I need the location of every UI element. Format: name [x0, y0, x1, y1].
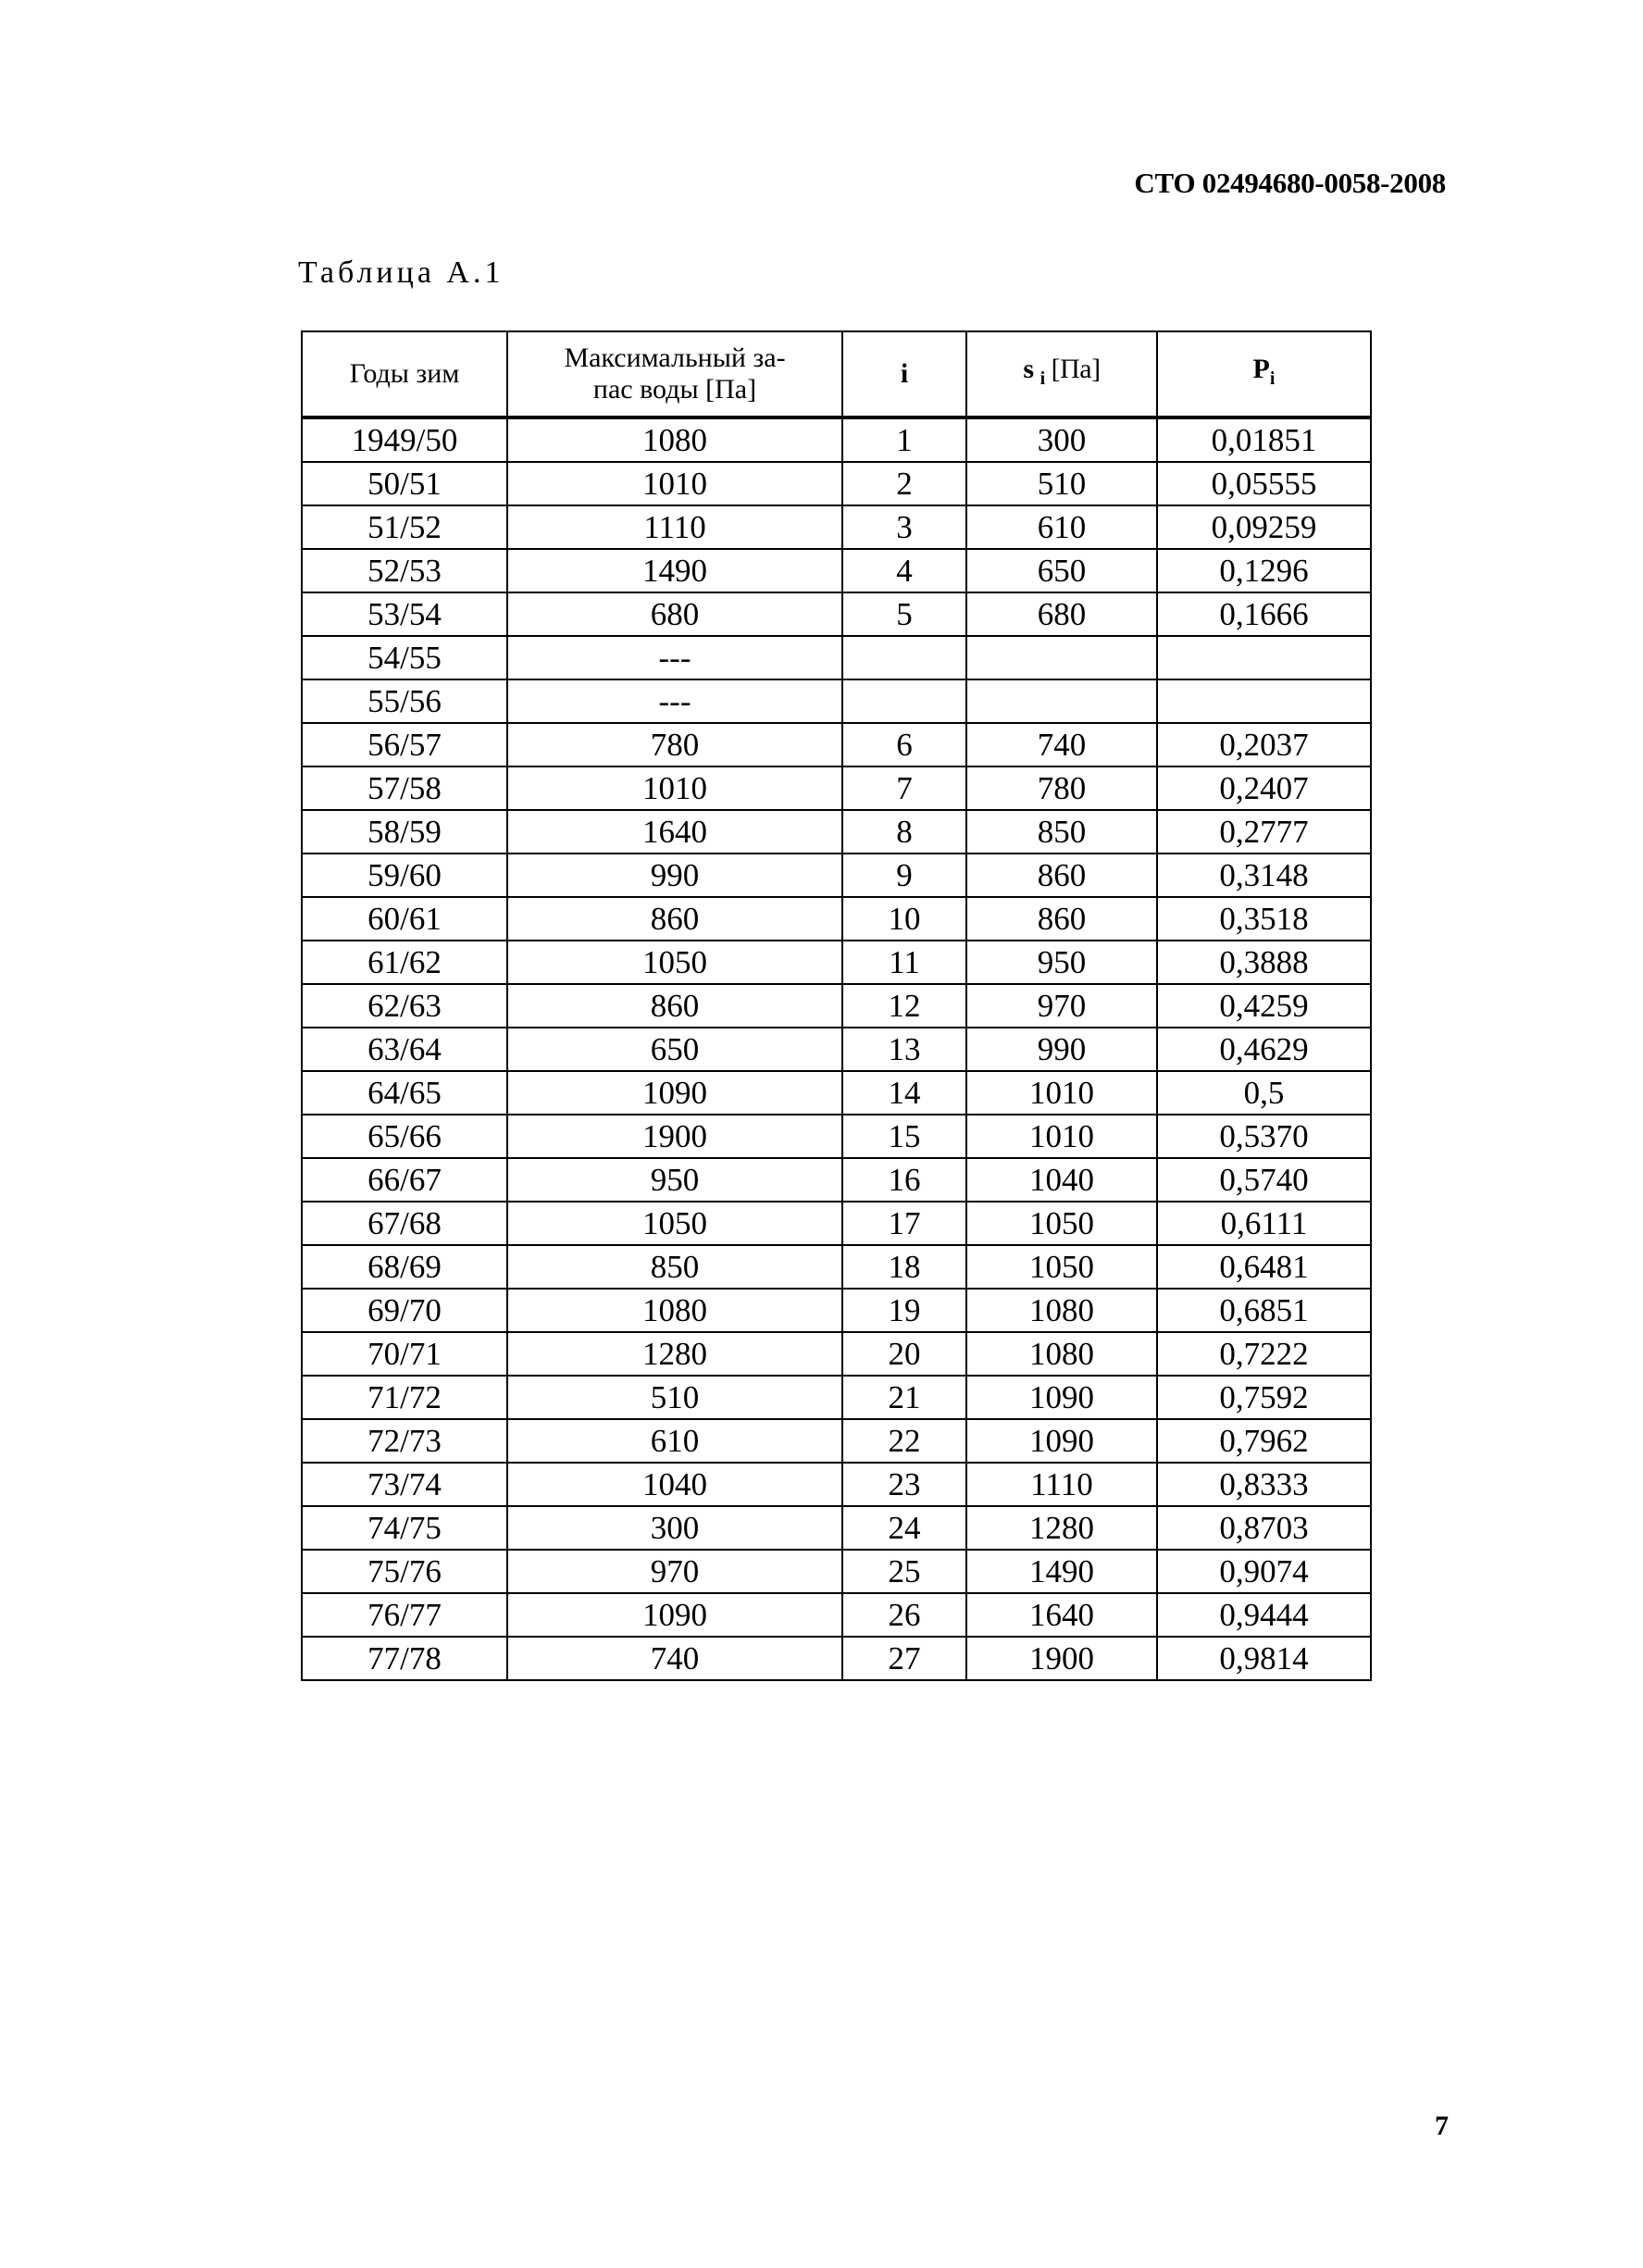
- cell-p: 0,6111: [1157, 1202, 1371, 1245]
- table-row: [302, 592, 1371, 636]
- table-row: [302, 766, 1371, 810]
- cell-i: 27: [842, 1637, 966, 1680]
- table-row: [302, 1115, 1371, 1158]
- cell-i: 15: [842, 1115, 966, 1158]
- cell-max-water: 1090: [507, 1593, 842, 1637]
- cell-i: 26: [842, 1593, 966, 1637]
- cell-year: 54/55: [302, 636, 507, 679]
- cell-s: 1090: [966, 1419, 1157, 1463]
- cell-s: 1050: [966, 1245, 1157, 1289]
- cell-s: 990: [966, 1028, 1157, 1071]
- cell-year: 59/60: [302, 854, 507, 897]
- cell-s: 950: [966, 941, 1157, 984]
- cell-p: 0,6481: [1157, 1245, 1371, 1289]
- cell-p: 0,5370: [1157, 1115, 1371, 1158]
- cell-s: [966, 636, 1157, 679]
- cell-p: 0,9444: [1157, 1593, 1371, 1637]
- cell-i: 7: [842, 766, 966, 810]
- cell-p: 0,9814: [1157, 1637, 1371, 1680]
- cell-year: 1949/50: [302, 417, 507, 462]
- cell-year: 53/54: [302, 592, 507, 636]
- cell-max-water: 510: [507, 1376, 842, 1419]
- cell-i: 19: [842, 1289, 966, 1332]
- cell-s: 970: [966, 984, 1157, 1028]
- cell-year: 52/53: [302, 549, 507, 592]
- table-row: [302, 941, 1371, 984]
- table-caption: Таблица А.1: [298, 255, 504, 290]
- table-row: [302, 854, 1371, 897]
- cell-s: 850: [966, 810, 1157, 854]
- cell-i: [842, 636, 966, 679]
- cell-max-water: 680: [507, 592, 842, 636]
- cell-year: 71/72: [302, 1376, 507, 1419]
- table-body: [302, 417, 1371, 1680]
- cell-p: 0,4629: [1157, 1028, 1371, 1071]
- cell-s: 780: [966, 766, 1157, 810]
- cell-s: 1090: [966, 1376, 1157, 1419]
- cell-year: 73/74: [302, 1463, 507, 1506]
- cell-p: 0,09259: [1157, 505, 1371, 549]
- cell-s: 860: [966, 897, 1157, 941]
- table-row: [302, 462, 1371, 505]
- cell-i: 18: [842, 1245, 966, 1289]
- cell-max-water: 1080: [507, 417, 842, 462]
- cell-max-water: 1050: [507, 941, 842, 984]
- table-row: [302, 1332, 1371, 1376]
- cell-max-water: 780: [507, 723, 842, 766]
- header-p: [1157, 331, 1371, 417]
- cell-year: 65/66: [302, 1115, 507, 1158]
- page-number: 7: [1435, 2111, 1449, 2141]
- cell-i: 10: [842, 897, 966, 941]
- cell-max-water: 860: [507, 897, 842, 941]
- table-row: [302, 1506, 1371, 1550]
- cell-s: 1110: [966, 1463, 1157, 1506]
- cell-i: 24: [842, 1506, 966, 1550]
- cell-year: 63/64: [302, 1028, 507, 1071]
- cell-s: 1050: [966, 1202, 1157, 1245]
- cell-year: 69/70: [302, 1289, 507, 1332]
- cell-p: 0,6851: [1157, 1289, 1371, 1332]
- cell-p: 0,7962: [1157, 1419, 1371, 1463]
- table-row: [302, 1158, 1371, 1202]
- cell-p: 0,7222: [1157, 1332, 1371, 1376]
- table-row: [302, 810, 1371, 854]
- cell-year: 67/68: [302, 1202, 507, 1245]
- cell-s: 1640: [966, 1593, 1157, 1637]
- cell-year: 68/69: [302, 1245, 507, 1289]
- cell-i: 11: [842, 941, 966, 984]
- table-row: [302, 1593, 1371, 1637]
- table-row: [302, 1419, 1371, 1463]
- cell-i: 2: [842, 462, 966, 505]
- cell-s: 1080: [966, 1332, 1157, 1376]
- cell-s: 1490: [966, 1550, 1157, 1593]
- cell-i: 20: [842, 1332, 966, 1376]
- header-s-symbol: s: [1023, 354, 1034, 384]
- table-row: [302, 1245, 1371, 1289]
- table-row: [302, 1028, 1371, 1071]
- table-row: [302, 1202, 1371, 1245]
- cell-i: 5: [842, 592, 966, 636]
- cell-max-water: 950: [507, 1158, 842, 1202]
- cell-max-water: 300: [507, 1506, 842, 1550]
- cell-year: 74/75: [302, 1506, 507, 1550]
- cell-s: 1040: [966, 1158, 1157, 1202]
- cell-max-water: 970: [507, 1550, 842, 1593]
- cell-max-water: 610: [507, 1419, 842, 1463]
- table-row: [302, 505, 1371, 549]
- cell-max-water: 850: [507, 1245, 842, 1289]
- cell-p: 0,2407: [1157, 766, 1371, 810]
- table-row: [302, 549, 1371, 592]
- cell-i: 22: [842, 1419, 966, 1463]
- cell-max-water: 1040: [507, 1463, 842, 1506]
- cell-i: 8: [842, 810, 966, 854]
- table-row: [302, 723, 1371, 766]
- cell-p: 0,2777: [1157, 810, 1371, 854]
- cell-year: 77/78: [302, 1637, 507, 1680]
- table-row: [302, 1376, 1371, 1419]
- cell-max-water: ---: [507, 636, 842, 679]
- cell-i: 4: [842, 549, 966, 592]
- cell-year: 50/51: [302, 462, 507, 505]
- cell-max-water: 1280: [507, 1332, 842, 1376]
- cell-s: 300: [966, 417, 1157, 462]
- table-header-row: [302, 331, 1371, 417]
- table-row: [302, 984, 1371, 1028]
- cell-s: 1900: [966, 1637, 1157, 1680]
- cell-i: 21: [842, 1376, 966, 1419]
- cell-p: [1157, 636, 1371, 679]
- cell-i: 14: [842, 1071, 966, 1115]
- cell-s: 1010: [966, 1071, 1157, 1115]
- cell-year: 60/61: [302, 897, 507, 941]
- cell-p: 0,5740: [1157, 1158, 1371, 1202]
- cell-max-water: 1900: [507, 1115, 842, 1158]
- cell-p: 0,5: [1157, 1071, 1371, 1115]
- cell-p: 0,3888: [1157, 941, 1371, 984]
- cell-max-water: 1080: [507, 1289, 842, 1332]
- cell-year: 57/58: [302, 766, 507, 810]
- table-row: [302, 1463, 1371, 1506]
- cell-max-water: 1050: [507, 1202, 842, 1245]
- cell-s: 1080: [966, 1289, 1157, 1332]
- header-p-symbol: P: [1252, 354, 1270, 384]
- table-row: [302, 1071, 1371, 1115]
- header-i: i: [842, 331, 966, 417]
- cell-i: [842, 679, 966, 723]
- cell-i: 12: [842, 984, 966, 1028]
- cell-p: 0,1296: [1157, 549, 1371, 592]
- cell-max-water: 1640: [507, 810, 842, 854]
- cell-s: [966, 679, 1157, 723]
- cell-max-water: 650: [507, 1028, 842, 1071]
- table-row: [302, 1550, 1371, 1593]
- header-years: Годы зим: [302, 331, 507, 417]
- cell-max-water: 1010: [507, 766, 842, 810]
- header-max-water: [507, 331, 842, 417]
- cell-p: 0,3518: [1157, 897, 1371, 941]
- cell-s: 680: [966, 592, 1157, 636]
- cell-i: 9: [842, 854, 966, 897]
- cell-s: 1010: [966, 1115, 1157, 1158]
- cell-year: 61/62: [302, 941, 507, 984]
- cell-s: 1280: [966, 1506, 1157, 1550]
- cell-i: 25: [842, 1550, 966, 1593]
- cell-i: 13: [842, 1028, 966, 1071]
- cell-year: 72/73: [302, 1419, 507, 1463]
- cell-i: 17: [842, 1202, 966, 1245]
- cell-max-water: 1110: [507, 505, 842, 549]
- cell-s: 650: [966, 549, 1157, 592]
- header-s: [966, 331, 1157, 417]
- cell-s: 740: [966, 723, 1157, 766]
- header-s-unit: [Па]: [1044, 354, 1101, 384]
- cell-year: 55/56: [302, 679, 507, 723]
- cell-year: 56/57: [302, 723, 507, 766]
- cell-p: 0,05555: [1157, 462, 1371, 505]
- header-max-water-line2: пас воды [Па]: [592, 374, 757, 405]
- header-p-subscript: i: [1269, 368, 1276, 389]
- cell-s: 510: [966, 462, 1157, 505]
- cell-max-water: ---: [507, 679, 842, 723]
- table-row: [302, 1289, 1371, 1332]
- cell-p: 0,8703: [1157, 1506, 1371, 1550]
- cell-i: 6: [842, 723, 966, 766]
- cell-i: 1: [842, 417, 966, 462]
- cell-year: 64/65: [302, 1071, 507, 1115]
- cell-max-water: 990: [507, 854, 842, 897]
- table-row: [302, 636, 1371, 679]
- header-s-subscript: i: [1039, 368, 1045, 389]
- cell-max-water: 860: [507, 984, 842, 1028]
- cell-year: 58/59: [302, 810, 507, 854]
- cell-year: 62/63: [302, 984, 507, 1028]
- table-row: [302, 679, 1371, 723]
- cell-p: 0,3148: [1157, 854, 1371, 897]
- document-code: СТО 02494680-0058-2008: [1134, 167, 1446, 199]
- cell-year: 76/77: [302, 1593, 507, 1637]
- cell-i: 3: [842, 505, 966, 549]
- cell-max-water: 1090: [507, 1071, 842, 1115]
- cell-s: 610: [966, 505, 1157, 549]
- cell-p: 0,1666: [1157, 592, 1371, 636]
- cell-year: 70/71: [302, 1332, 507, 1376]
- table-row: [302, 417, 1371, 462]
- cell-p: 0,4259: [1157, 984, 1371, 1028]
- cell-year: 75/76: [302, 1550, 507, 1593]
- cell-p: 0,01851: [1157, 417, 1371, 462]
- cell-max-water: 740: [507, 1637, 842, 1680]
- cell-i: 23: [842, 1463, 966, 1506]
- table-row: [302, 897, 1371, 941]
- header-max-water-line1: Максимальный за-: [564, 343, 786, 373]
- cell-s: 860: [966, 854, 1157, 897]
- cell-max-water: 1490: [507, 549, 842, 592]
- cell-max-water: 1010: [507, 462, 842, 505]
- cell-p: 0,9074: [1157, 1550, 1371, 1593]
- cell-p: 0,7592: [1157, 1376, 1371, 1419]
- data-table: [301, 330, 1372, 1681]
- cell-p: 0,2037: [1157, 723, 1371, 766]
- cell-p: 0,8333: [1157, 1463, 1371, 1506]
- cell-i: 16: [842, 1158, 966, 1202]
- cell-p: [1157, 679, 1371, 723]
- cell-year: 66/67: [302, 1158, 507, 1202]
- cell-year: 51/52: [302, 505, 507, 549]
- table-row: [302, 1637, 1371, 1680]
